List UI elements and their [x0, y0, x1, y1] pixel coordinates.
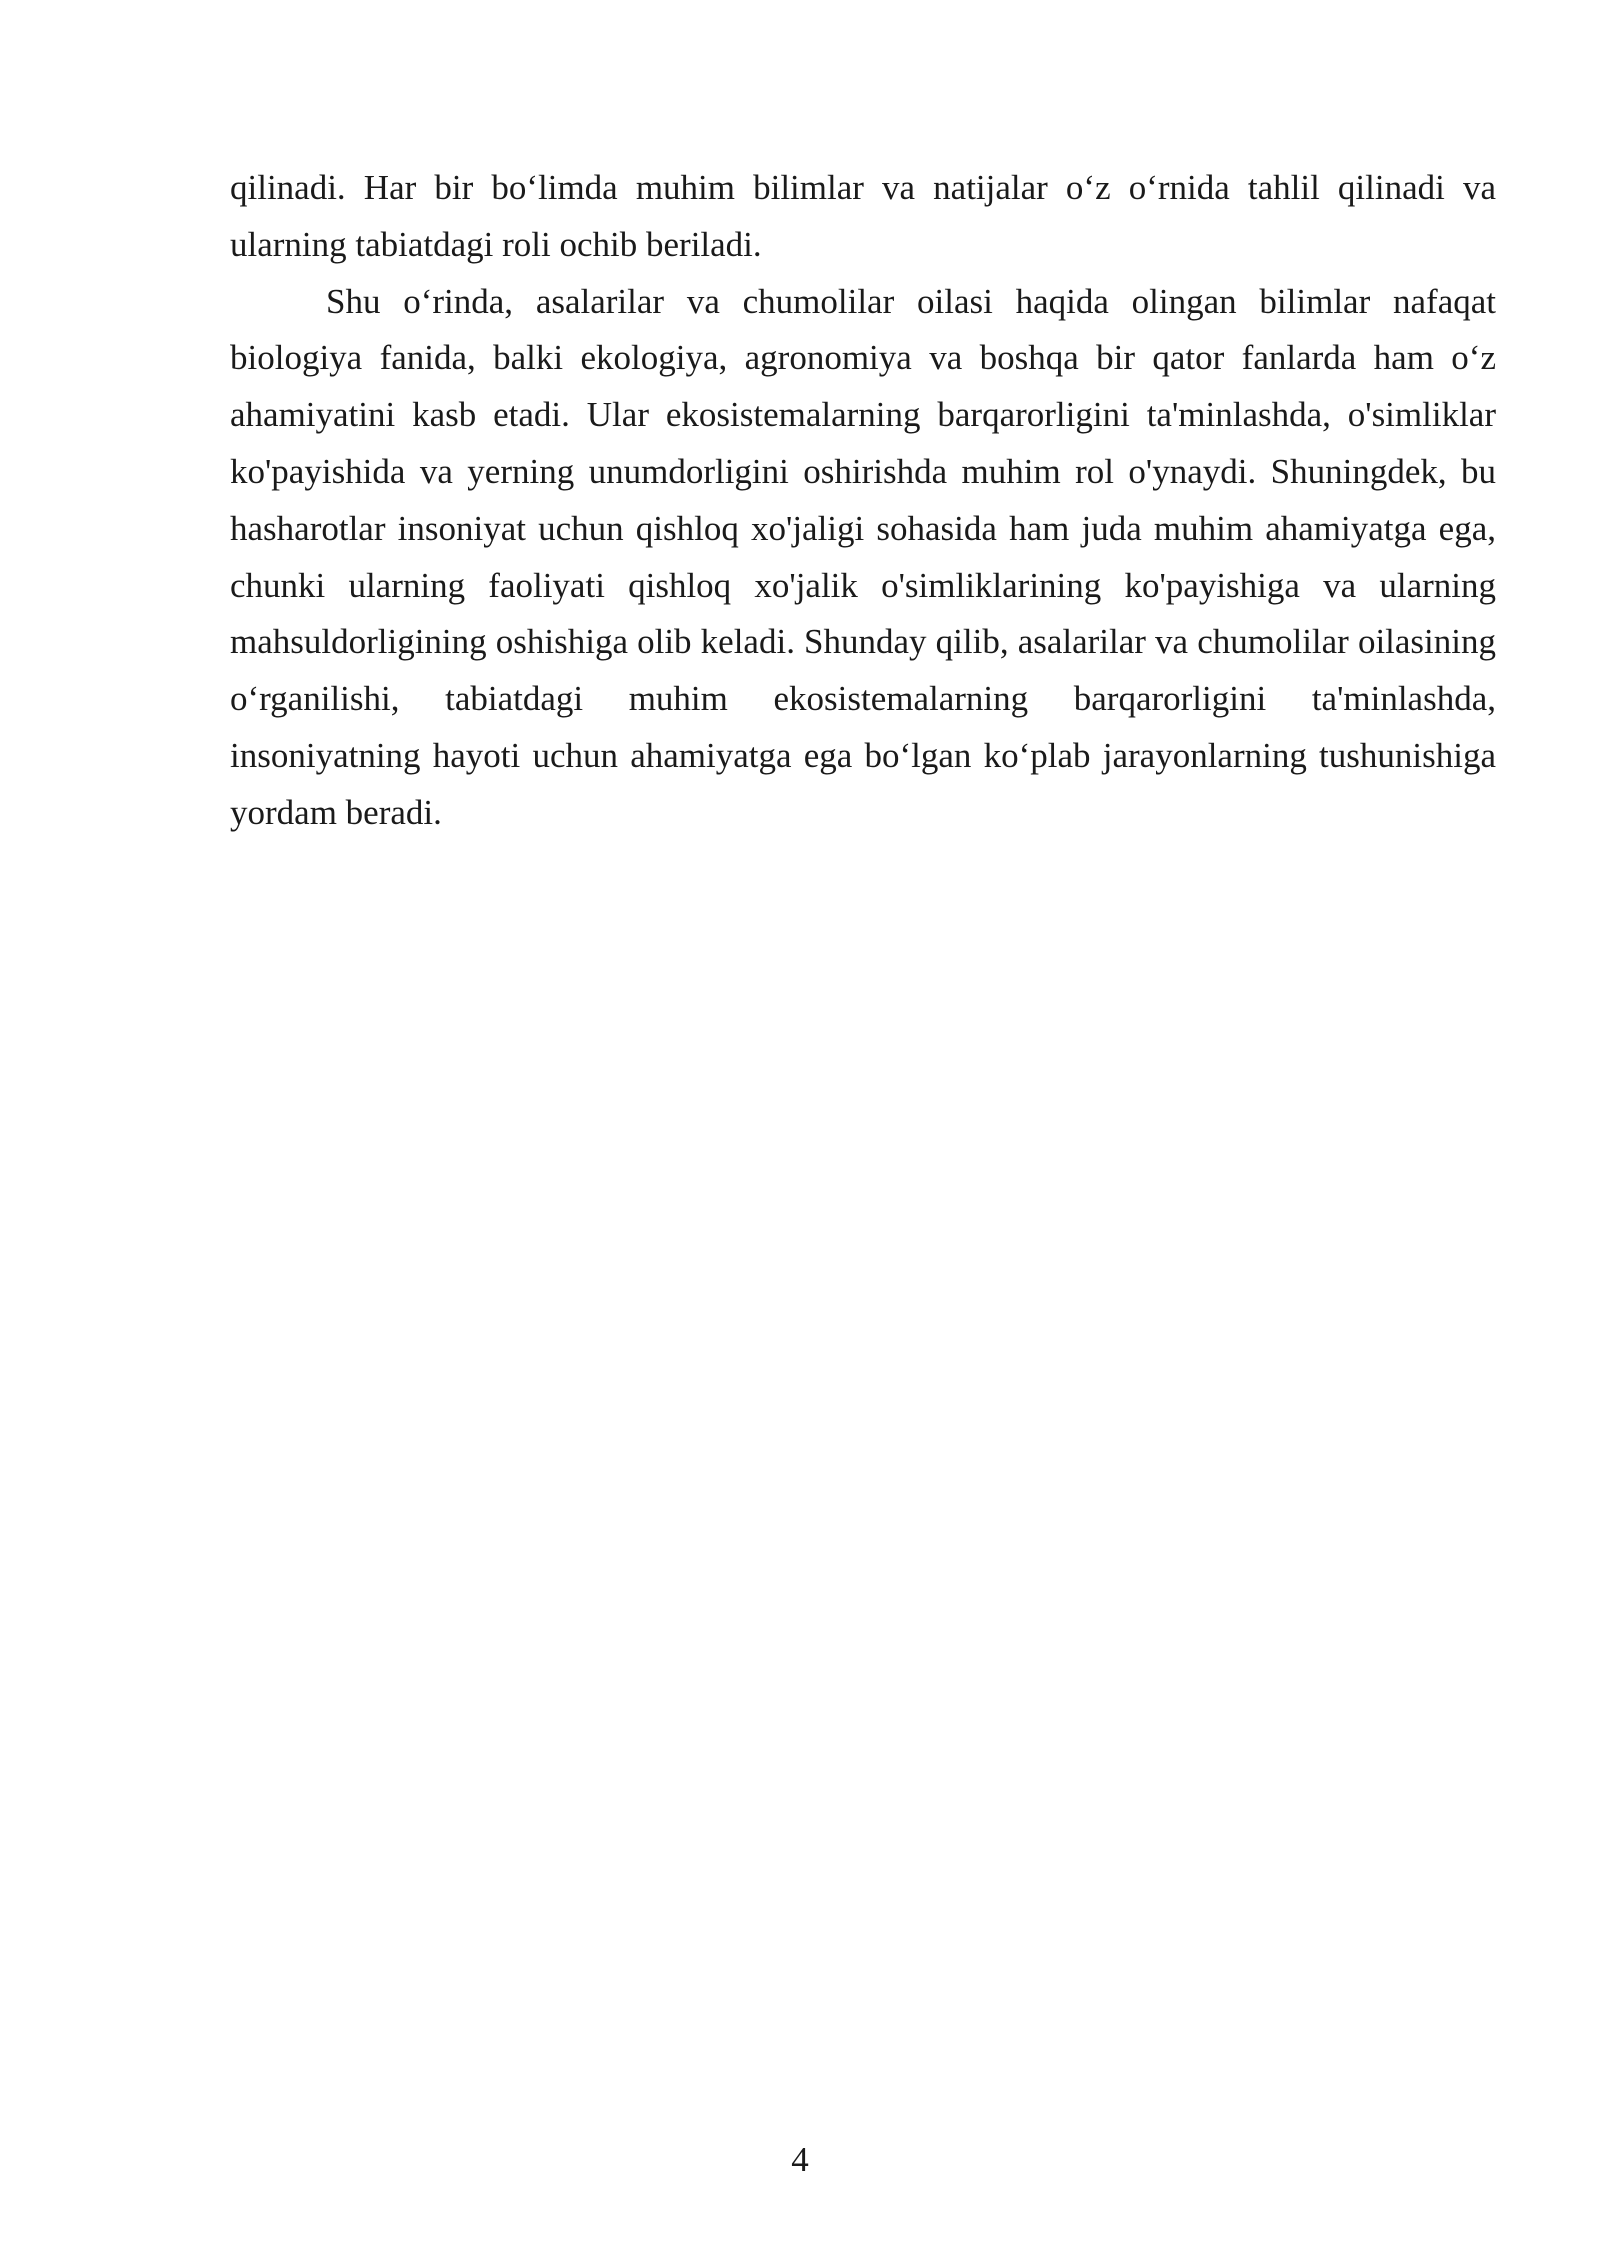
- body-text: [230, 160, 1496, 842]
- paragraph-main: Shu o‘rinda, asalarilar va chumolilar oilasi haqida olingan bilimlar nafaqat biologiya fanida, balki ekologiya, agronomiya va boshqa bir qator fanlarda ham o‘z ahamiyatini kasb etadi. Ular ekosistemalarning barqarorligini ta'minlashda, o'simliklar ko'payishida va yerning unumdorligini oshirishda muhim rol o'ynaydi. Shuningdek, bu hasharotlar insoniyat uchun qishloq xo'jaligi sohasida ham juda muhim ahamiyatga ega, chunki ularning faoliyati qishloq xo'jalik o'simliklarining ko'payishiga va ularning mahsuldorligining oshishiga olib keladi. Shunday qilib, asalarilar va chumolilar oilasining o‘rganilishi, tabiatdagi muhim ekosistemalarning barqarorligini ta'minlashda, insoniyatning hayoti uchun ahamiyatga ega bo‘lgan ko‘plab jarayonlarning tushunishiga yordam beradi.: [230, 281, 1496, 832]
- page-number: 4: [791, 2140, 809, 2179]
- paragraph-continuation: qilinadi. Har bir bo‘limda muhim bilimlar va natijalar o‘z o‘rnida tahlil qilinadi va ularning tabiatdagi roli ochib beriladi.: [230, 168, 1496, 264]
